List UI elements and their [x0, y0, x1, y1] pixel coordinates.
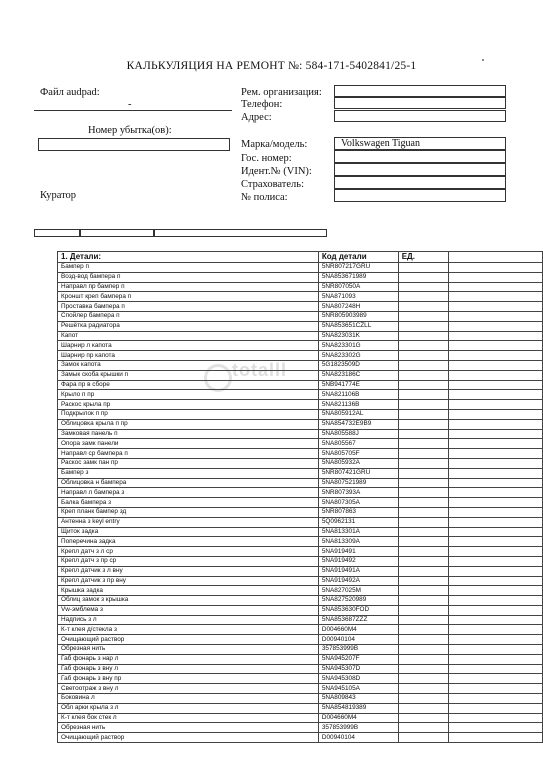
part-name-cell: Раскос крыла пр [58, 400, 319, 410]
separator-cell-3 [154, 229, 327, 237]
model-label: Марка/модель: [241, 139, 308, 150]
part-code-cell: 5NA853651CZLL [318, 321, 398, 331]
part-code-cell: 5NA919491 [318, 547, 398, 557]
unit-cell [398, 331, 448, 341]
unit-cell [398, 586, 448, 596]
separator-cell-2 [80, 229, 154, 237]
part-name-cell: Обрезная нить [58, 723, 319, 733]
header-unit: ЕД. [398, 252, 448, 263]
unit-cell [398, 488, 448, 498]
extra-cell [448, 302, 543, 312]
part-code-cell: 5NA807305A [318, 498, 398, 508]
extra-cell [448, 282, 543, 292]
header-extra [448, 252, 543, 263]
table-row [58, 596, 543, 606]
part-name-cell: Капот [58, 331, 319, 341]
table-row [58, 321, 543, 331]
extra-cell [448, 341, 543, 351]
extra-cell [448, 596, 543, 606]
table-row [58, 282, 543, 292]
extra-cell [448, 321, 543, 331]
extra-cell [448, 547, 543, 557]
part-name-cell: К-т клея д/стекла з [58, 625, 319, 635]
file-underline [34, 110, 232, 111]
table-row [58, 615, 543, 625]
part-name-cell: Замык скоба крышки п [58, 370, 319, 380]
unit-cell [398, 664, 448, 674]
table-row [58, 654, 543, 664]
part-code-cell: 5NA807521989 [318, 478, 398, 488]
extra-cell [448, 694, 543, 704]
unit-cell [398, 341, 448, 351]
table-row [58, 645, 543, 655]
table-row [58, 517, 543, 527]
table-row [58, 311, 543, 321]
extra-cell [448, 263, 543, 273]
unit-cell [398, 351, 448, 361]
extra-cell [448, 654, 543, 664]
part-code-cell: 5NA805705F [318, 449, 398, 459]
vin-field[interactable] [334, 163, 506, 176]
scan-speck [482, 59, 484, 61]
part-name-cell: Креп планк бампер зд [58, 507, 319, 517]
table-row [58, 664, 543, 674]
unit-cell [398, 635, 448, 645]
extra-cell [448, 468, 543, 478]
part-code-cell: 5NA827520989 [318, 596, 398, 606]
part-name-cell: Решётка радиатора [58, 321, 319, 331]
part-name-cell: Проставка бампера п [58, 302, 319, 312]
part-code-cell: D004660M4 [318, 625, 398, 635]
unit-cell [398, 263, 448, 273]
unit-cell [398, 547, 448, 557]
part-code-cell: D00940104 [318, 635, 398, 645]
table-row [58, 351, 543, 361]
unit-cell [398, 370, 448, 380]
unit-cell [398, 419, 448, 429]
unit-cell [398, 282, 448, 292]
extra-cell [448, 625, 543, 635]
table-row [58, 723, 543, 733]
unit-cell [398, 429, 448, 439]
loss-number-field[interactable] [38, 138, 230, 151]
part-name-cell: Габ фонарь з вну пр [58, 674, 319, 684]
extra-cell [448, 331, 543, 341]
unit-cell [398, 507, 448, 517]
table-row [58, 488, 543, 498]
part-code-cell: 5NA805912AL [318, 409, 398, 419]
extra-cell [448, 684, 543, 694]
part-name-cell: Шарнир пр капота [58, 351, 319, 361]
extra-cell [448, 311, 543, 321]
unit-cell [398, 517, 448, 527]
part-name-cell: Замок капота [58, 360, 319, 370]
part-name-cell: Крепл датчик з л вну [58, 566, 319, 576]
repair-org-label: Рем. организация: [241, 87, 322, 98]
part-code-cell: 5NA805932A [318, 458, 398, 468]
part-code-cell: 5NA853671989 [318, 272, 398, 282]
unit-cell [398, 292, 448, 302]
separator-cell-1 [34, 229, 80, 237]
gos-number-label: Гос. номер: [241, 153, 292, 164]
extra-cell [448, 615, 543, 625]
header-part-code: Код детали [318, 252, 398, 263]
part-code-cell: 5NA919492 [318, 556, 398, 566]
part-code-cell: 5NA854732E9B9 [318, 419, 398, 429]
part-code-cell: 5NA827025M [318, 586, 398, 596]
part-name-cell: Бампер з [58, 468, 319, 478]
table-row [58, 733, 543, 743]
part-code-cell: 5NA919492A [318, 576, 398, 586]
unit-cell [398, 674, 448, 684]
part-name-cell: Vw-эмблема з [58, 605, 319, 615]
extra-cell [448, 556, 543, 566]
table-row [58, 331, 543, 341]
part-code-cell: 5NA805588J [318, 429, 398, 439]
parts-table [57, 251, 543, 743]
repair-org-field[interactable] [334, 85, 506, 97]
part-code-cell: 5NA853687ZZZ [318, 615, 398, 625]
part-code-cell: 5NA823301G [318, 341, 398, 351]
part-name-cell: К-т клея бок стек л [58, 713, 319, 723]
extra-cell [448, 723, 543, 733]
part-name-cell: Облицовка н бампера [58, 478, 319, 488]
part-name-cell: Крыло п пр [58, 390, 319, 400]
extra-cell [448, 507, 543, 517]
insurer-field[interactable] [334, 176, 506, 189]
part-code-cell: 5NA854819389 [318, 703, 398, 713]
part-code-cell: 357853999B [318, 723, 398, 733]
extra-cell [448, 360, 543, 370]
part-name-cell: Крепл датчик з пр вну [58, 576, 319, 586]
unit-cell [398, 390, 448, 400]
part-name-cell: Раскос замк пан пр [58, 458, 319, 468]
part-code-cell: 5NB941774E [318, 380, 398, 390]
extra-cell [448, 272, 543, 282]
part-code-cell: 5NR807050A [318, 282, 398, 292]
unit-cell [398, 694, 448, 704]
curator-label: Куратор [40, 190, 77, 201]
extra-cell [448, 635, 543, 645]
table-row [58, 625, 543, 635]
extra-cell [448, 351, 543, 361]
part-name-cell: Направл л бампера з [58, 488, 319, 498]
part-name-cell: Балка бампера з [58, 498, 319, 508]
part-name-cell: Спойлер бампера п [58, 311, 319, 321]
part-code-cell: D004660M4 [318, 713, 398, 723]
table-row [58, 439, 543, 449]
extra-cell [448, 527, 543, 537]
header-parts: 1. Детали: [58, 252, 319, 263]
table-row [58, 713, 543, 723]
table-row [58, 556, 543, 566]
table-row [58, 507, 543, 517]
part-name-cell: Бампер п [58, 263, 319, 273]
table-row [58, 527, 543, 537]
part-name-cell: Крепл датч з пр ср [58, 556, 319, 566]
loss-number-label: Номер убытка(ов): [88, 125, 172, 136]
part-code-cell: 5NA919491A [318, 566, 398, 576]
extra-cell [448, 664, 543, 674]
table-row [58, 478, 543, 488]
unit-cell [398, 703, 448, 713]
table-row [58, 400, 543, 410]
unit-cell [398, 615, 448, 625]
table-row [58, 380, 543, 390]
part-code-cell: 5NA821136B [318, 400, 398, 410]
part-name-cell: Подкрылок п пр [58, 409, 319, 419]
table-row [58, 635, 543, 645]
table-row [58, 468, 543, 478]
part-name-cell: Направл ср бампера п [58, 449, 319, 459]
part-code-cell: 5NA807248H [318, 302, 398, 312]
address-label: Адрес: [241, 112, 272, 123]
table-row [58, 302, 543, 312]
extra-cell [448, 713, 543, 723]
phone-label: Телефон: [241, 99, 283, 110]
file-label: Файл audpad: [40, 87, 100, 98]
table-row [58, 566, 543, 576]
part-code-cell: 5Q0962131 [318, 517, 398, 527]
extra-cell [448, 380, 543, 390]
extra-cell [448, 703, 543, 713]
part-name-cell: Боковина л [58, 694, 319, 704]
unit-cell [398, 733, 448, 743]
phone-field[interactable] [334, 97, 506, 109]
unit-cell [398, 596, 448, 606]
extra-cell [448, 566, 543, 576]
unit-cell [398, 458, 448, 468]
parts-header-row [58, 252, 543, 263]
unit-cell [398, 360, 448, 370]
unit-cell [398, 498, 448, 508]
part-code-cell: 5NA945105A [318, 684, 398, 694]
unit-cell [398, 449, 448, 459]
part-code-cell: 5NA823302G [318, 351, 398, 361]
table-row [58, 341, 543, 351]
extra-cell [448, 409, 543, 419]
part-name-cell: Кроншт креп бампера п [58, 292, 319, 302]
table-row [58, 498, 543, 508]
unit-cell [398, 654, 448, 664]
extra-cell [448, 390, 543, 400]
table-row [58, 537, 543, 547]
part-code-cell: 5NA853630FOD [318, 605, 398, 615]
table-row [58, 409, 543, 419]
unit-cell [398, 605, 448, 615]
table-row [58, 449, 543, 459]
part-name-cell: Очищающий раствор [58, 635, 319, 645]
unit-cell [398, 321, 448, 331]
insurer-label: Страхователь: [241, 179, 304, 190]
table-row [58, 390, 543, 400]
unit-cell [398, 380, 448, 390]
part-name-cell: Возд-вод бампера п [58, 272, 319, 282]
part-name-cell: Обрезная нить [58, 645, 319, 655]
extra-cell [448, 537, 543, 547]
table-row [58, 547, 543, 557]
part-code-cell: 5NA813301A [318, 527, 398, 537]
part-name-cell: Облицовка крыла п пр [58, 419, 319, 429]
table-row [58, 429, 543, 439]
unit-cell [398, 527, 448, 537]
unit-cell [398, 409, 448, 419]
table-row [58, 576, 543, 586]
policy-label: № полиса: [241, 192, 288, 203]
part-code-cell: 5NR807421GRU [318, 468, 398, 478]
policy-field[interactable] [334, 189, 506, 202]
unit-cell [398, 723, 448, 733]
extra-cell [448, 449, 543, 459]
address-field[interactable] [334, 110, 506, 122]
watermark-text: totalll [232, 360, 287, 380]
table-row [58, 419, 543, 429]
extra-cell [448, 605, 543, 615]
extra-cell [448, 498, 543, 508]
part-name-cell: Поперечина задка [58, 537, 319, 547]
unit-cell [398, 566, 448, 576]
part-name-cell: Надпись з л [58, 615, 319, 625]
unit-cell [398, 576, 448, 586]
table-row [58, 458, 543, 468]
part-code-cell: 5NR807863 [318, 507, 398, 517]
part-name-cell: Облиц замок з крышка [58, 596, 319, 606]
part-name-cell: Светоотраж з вну л [58, 684, 319, 694]
part-name-cell: Крышка задка [58, 586, 319, 596]
parts-body [58, 263, 543, 743]
part-name-cell: Фара пр в сборе [58, 380, 319, 390]
part-name-cell: Замковая панель п [58, 429, 319, 439]
unit-cell [398, 478, 448, 488]
part-code-cell: 5NA945308D [318, 674, 398, 684]
extra-cell [448, 478, 543, 488]
table-row [58, 694, 543, 704]
part-code-cell: D00940104 [318, 733, 398, 743]
extra-cell [448, 488, 543, 498]
unit-cell [398, 439, 448, 449]
part-name-cell: Габ фонарь з вну л [58, 664, 319, 674]
unit-cell [398, 468, 448, 478]
unit-cell [398, 556, 448, 566]
extra-cell [448, 419, 543, 429]
part-code-cell: 357853999B [318, 645, 398, 655]
extra-cell [448, 400, 543, 410]
table-row [58, 360, 543, 370]
unit-cell [398, 400, 448, 410]
part-code-cell: 5NA823186C [318, 370, 398, 380]
unit-cell [398, 302, 448, 312]
part-code-cell: 5G1823509D [318, 360, 398, 370]
extra-cell [448, 458, 543, 468]
part-code-cell: 5NA945207F [318, 654, 398, 664]
table-row [58, 263, 543, 273]
table-row [58, 370, 543, 380]
extra-cell [448, 645, 543, 655]
table-row [58, 703, 543, 713]
part-code-cell: 5NA821106B [318, 390, 398, 400]
part-code-cell: 5NA871093 [318, 292, 398, 302]
part-name-cell: Шарнир л капота [58, 341, 319, 351]
table-row [58, 605, 543, 615]
part-name-cell: Щиток задка [58, 527, 319, 537]
file-value: - [128, 99, 132, 110]
part-name-cell: Обл арки крыла з л [58, 703, 319, 713]
part-code-cell: 5NR807217GRU [318, 263, 398, 273]
part-name-cell: Габ фонарь з нар л [58, 654, 319, 664]
extra-cell [448, 733, 543, 743]
part-name-cell: Опора замк панели [58, 439, 319, 449]
vin-label: Идент.№ (VIN): [241, 166, 312, 177]
part-name-cell: Направл пр бампер п [58, 282, 319, 292]
part-code-cell: 5NR805903989 [318, 311, 398, 321]
unit-cell [398, 684, 448, 694]
extra-cell [448, 517, 543, 527]
part-code-cell: 5NA945307D [318, 664, 398, 674]
part-code-cell: 5NA823031K [318, 331, 398, 341]
model-field[interactable]: Volkswagen Tiguan [334, 137, 506, 150]
table-row [58, 292, 543, 302]
gos-number-field[interactable] [334, 150, 506, 163]
part-code-cell: 5NA809843 [318, 694, 398, 704]
extra-cell [448, 439, 543, 449]
table-row [58, 272, 543, 282]
unit-cell [398, 625, 448, 635]
table-row [58, 586, 543, 596]
part-name-cell: Крепл датч з л ср [58, 547, 319, 557]
unit-cell [398, 537, 448, 547]
table-row [58, 674, 543, 684]
part-code-cell: 5NA813309A [318, 537, 398, 547]
document-title: КАЛЬКУЛЯЦИЯ НА РЕМОНТ №: 584-171-5402841/25-1 [126, 60, 417, 72]
unit-cell [398, 272, 448, 282]
table-row [58, 684, 543, 694]
unit-cell [398, 645, 448, 655]
part-name-cell: Антенна з keyl entry [58, 517, 319, 527]
part-code-cell: 5NA805567 [318, 439, 398, 449]
unit-cell [398, 713, 448, 723]
part-name-cell: Очищающий раствор [58, 733, 319, 743]
extra-cell [448, 674, 543, 684]
unit-cell [398, 311, 448, 321]
extra-cell [448, 586, 543, 596]
extra-cell [448, 429, 543, 439]
extra-cell [448, 576, 543, 586]
extra-cell [448, 370, 543, 380]
extra-cell [448, 292, 543, 302]
part-code-cell: 5NR807393A [318, 488, 398, 498]
